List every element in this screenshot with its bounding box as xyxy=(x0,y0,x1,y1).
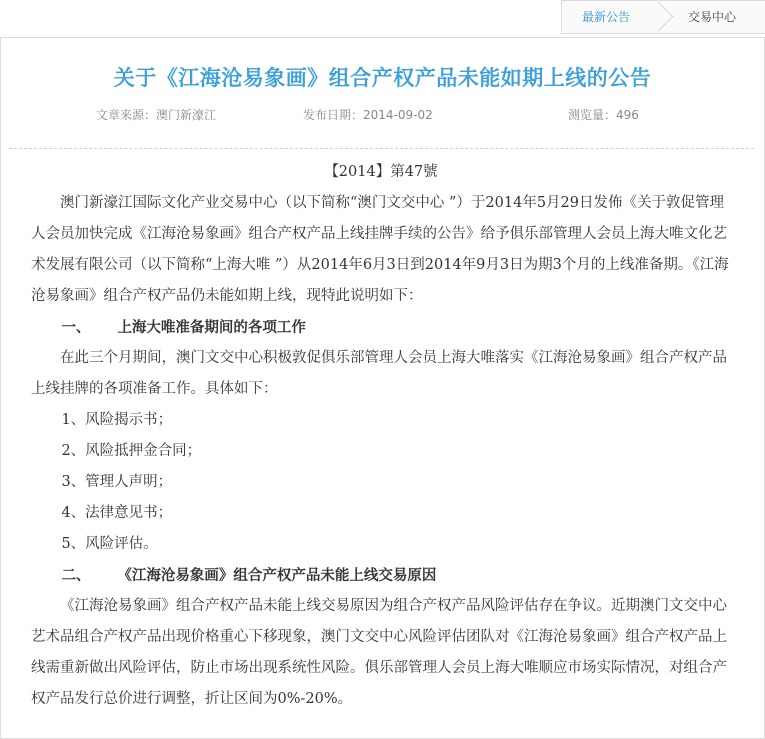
document-number: 【2014】第47號 xyxy=(324,164,438,180)
section-title: 《江海沧易象画》组合产权产品未能上线交易原因 xyxy=(117,567,437,584)
paragraph-preparation: 在此三个月期间，澳门文交中心积极敦促俱乐部管理人会员上海大唯落实《江海沧易象画》组合产权产品上线挂牌的各项准备工作。具体如下： xyxy=(31,350,727,397)
breadcrumb-latest-announcements[interactable]: 最新公告 xyxy=(582,10,631,24)
list-item: 3、管理人声明； xyxy=(61,474,173,490)
list-item: 5、风险评估。 xyxy=(61,536,158,552)
article-views: 测览量：496 xyxy=(568,108,639,122)
breadcrumb-separator-icon xyxy=(654,1,668,33)
list-item: 4、法律意见书； xyxy=(61,505,173,521)
section-title: 上海大唯准备期间的各项工作 xyxy=(117,319,306,336)
section-number: 二、 xyxy=(61,567,91,584)
list-item: 1、风险揭示书； xyxy=(61,412,173,428)
section-number: 一、 xyxy=(61,319,91,336)
article-title: 关于《江海沧易象画》组合产权产品未能如期上线的公告 xyxy=(113,66,652,90)
top-bar xyxy=(0,0,765,34)
article-panel xyxy=(0,37,765,739)
meta-divider xyxy=(9,148,754,149)
section-heading-2 xyxy=(31,560,731,591)
article-source: 文章来源：澳门新濠江 xyxy=(96,108,217,122)
article-meta xyxy=(1,106,764,126)
article-date: 发布日期：2014-09-02 xyxy=(303,108,433,122)
list-item: 2、风险抵押金合同； xyxy=(61,443,202,459)
breadcrumb xyxy=(561,0,765,34)
article-body xyxy=(31,157,731,715)
section-heading-1 xyxy=(31,312,731,343)
paragraph-intro: 澳门新濠江国际文化产业交易中心（以下简称“澳门文交中心 ”）于2014年5月29日发佈《关于敦促管理人会员加快完成《江海沧易象画》组合产权产品上线挂牌手续的公告》给予俱乐部管理人会员上海大唯文化艺术发展有限公司（以下简称“上海大唯 ”）从2014年6月3日到2014年9月3日为期3个月的上线准备期。《江海沧易象画》组合产权产品仍未能如期上线，现特此说明如下： xyxy=(31,195,729,304)
breadcrumb-trading-center[interactable]: 交易中心 xyxy=(688,10,737,24)
paragraph-reason: 《江海沧易象画》组合产权产品未能上线交易原因为组合产权产品风险评估存在争议。近期澳门文交中心艺术品组合产权产品出现价格重心下移现象，澳门文交中心风险评估团队对《江海沧易象画》组合产权产品上线需重新做出风险评估，防止市场出现系统性风险。俱乐部管理人会员上海大唯顺应市场实际情况，对组合产权产品发行总价进行调整，折让区间为0%-20%。 xyxy=(31,598,727,707)
